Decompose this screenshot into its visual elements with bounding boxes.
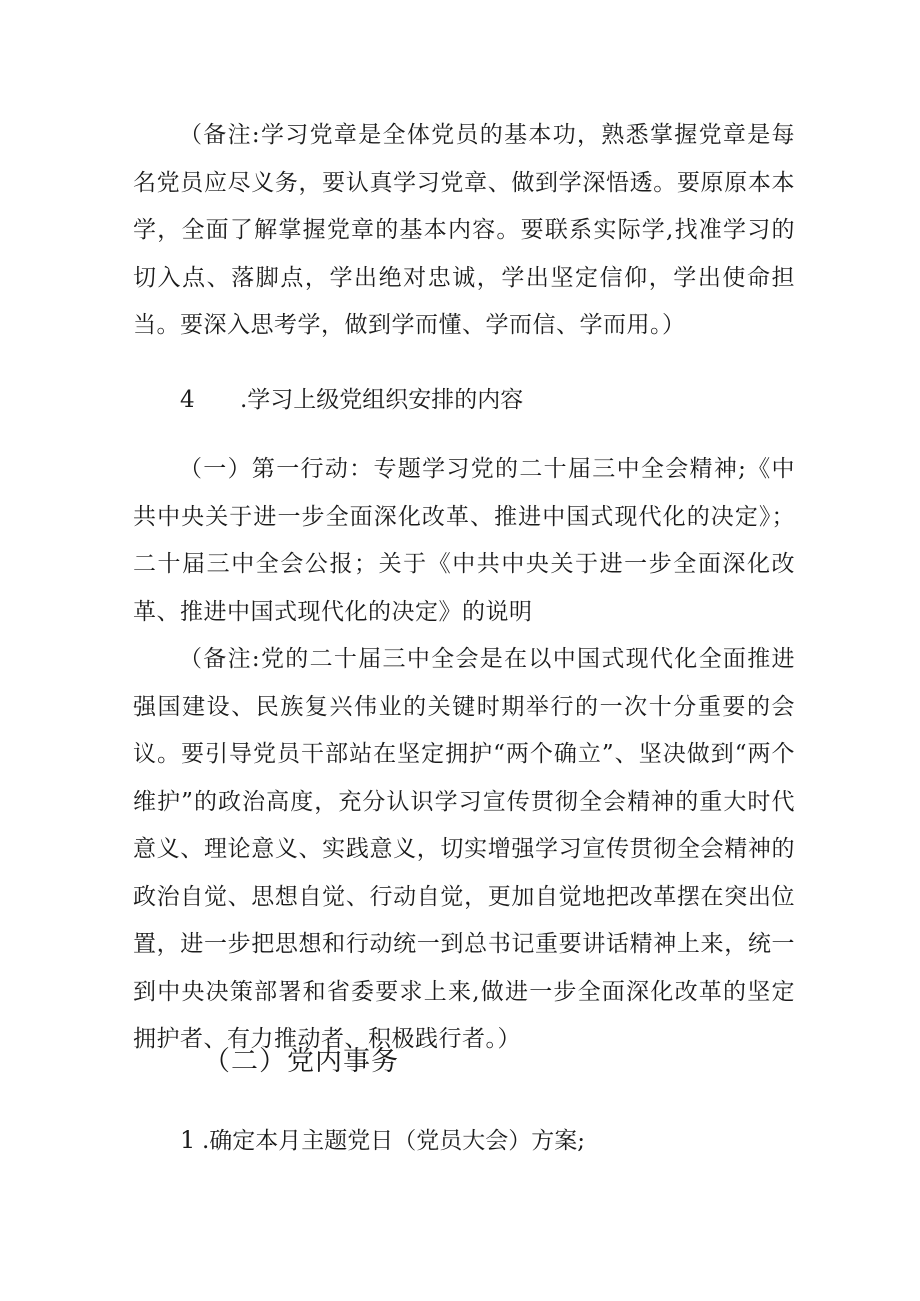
item-number: 1 [180,1126,196,1154]
note-plenary-session: （备注:党的二十届三中全会是在以中国式现代化全面推进强国建设、民族复兴伟业的关键时期举行的一次十分重要的会议。要引导党员干部站在坚定拥护“两个确立”、坚决做到“两个维护”的政治高度，充分认识学习宣传贯彻全会精神的重大时代意义、理论意义、实践意义，切实增强学习宣传贯彻全会精神的政治自觉、思想自觉、行动自觉，更加自觉地把改革摆在突出位置，进一步把思想和行动统一到总书记重要讲话精神上来，统一到中央决策部署和省委要求上来,做进一步全面深化改革的坚定拥护者、有力推动者、积极践行者。） [133,646,795,1052]
heading-study-superior-content [180,380,523,420]
section-heading-party-affairs: （二）党内事务 [203,1046,399,1077]
item-first-action: （一）第一行动：专题学习党的二十届三中全会精神;《中共中央关于进一步全面深化改革、推进中国式现代化的决定》；二十届三中全会公报；关于《中共中央关于进一步全面深化改革、推进中国式现代化的决定》的说明 [133,456,795,625]
note-study-charter: （备注:学习党章是全体党员的基本功，熟悉掌握党章是每名党员应尽义务，要认真学习党章、做到学深悟透。要原原本本学，全面了解掌握党章的基本内容。要联系实际学,找准学习的切入点、落脚点，学出绝对忠诚，学出坚定信仰，学出使命担当。要深入思考学，做到学而懂、学而信、学而用。） [133,122,795,338]
item-text: .确定本月主题党日（党员大会）方案; [202,1128,586,1154]
heading-text: .学习上级党组织安排的内容 [240,387,524,413]
heading-number: 4 [180,387,195,413]
item-theme-day-plan [180,1120,585,1161]
